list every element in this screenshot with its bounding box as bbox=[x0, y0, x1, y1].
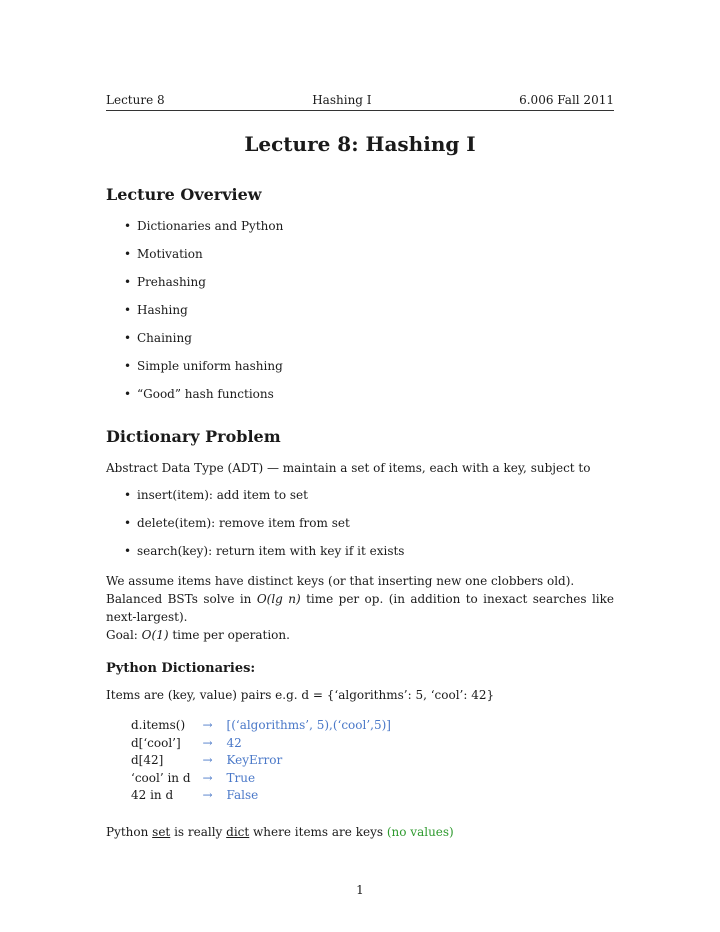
header-right: 6.006 Fall 2011 bbox=[519, 93, 614, 107]
python-set-line: Python set is really dict where items are keys (no values) bbox=[106, 825, 454, 839]
balanced-bst-line: Balanced BSTs solve in O(lg n) time per op. (in addition to inexact searches like next-largest). bbox=[106, 592, 615, 624]
bullet-icon: • bbox=[124, 219, 132, 233]
result-cell: [(‘algorithms’, 5),(‘cool’,5)] bbox=[226, 718, 391, 732]
overview-item: • “Good” hash functions bbox=[124, 387, 274, 401]
page-number: 1 bbox=[356, 883, 364, 897]
assume-line: We assume items have distinct keys (or that inserting new one clobbers old). bbox=[106, 574, 575, 588]
header-rule bbox=[106, 110, 614, 111]
arrow-icon: → bbox=[202, 718, 213, 732]
result-cell: KeyError bbox=[226, 753, 283, 767]
header-center: Hashing I bbox=[312, 93, 372, 107]
expr-cell: d[‘cool’] bbox=[131, 735, 181, 750]
overview-item: • Motivation bbox=[124, 247, 203, 261]
arrow-icon: → bbox=[202, 753, 213, 767]
bullet-icon: • bbox=[124, 488, 132, 502]
dict-word: dict bbox=[226, 825, 250, 839]
overview-item: • Prehashing bbox=[124, 275, 206, 289]
expr-cell: d[42] bbox=[131, 753, 164, 767]
no-values-note: (no values) bbox=[386, 825, 454, 839]
adt-operation: • insert(item): add item to set bbox=[124, 488, 308, 502]
adt-intro: Abstract Data Type (ADT) — maintain a set of items, each with a key, subject to bbox=[106, 461, 591, 475]
bullet-icon: • bbox=[124, 331, 132, 345]
set-word: set bbox=[152, 825, 171, 839]
running-header bbox=[106, 93, 614, 107]
expr-cell: ‘cool’ in d bbox=[131, 770, 191, 785]
overview-item: • Chaining bbox=[124, 331, 192, 345]
heading-lecture-overview: Lecture Overview bbox=[106, 185, 262, 204]
table-row bbox=[131, 788, 391, 806]
bullet-icon: • bbox=[124, 387, 132, 401]
expr-cell: d.items() bbox=[131, 718, 186, 732]
table-row bbox=[131, 736, 391, 754]
adt-operation: • delete(item): remove item from set bbox=[124, 516, 350, 530]
table-row bbox=[131, 771, 391, 789]
result-cell: True bbox=[226, 770, 256, 785]
arrow-icon: → bbox=[202, 735, 213, 750]
arrow-icon: → bbox=[202, 788, 213, 802]
arrow-icon: → bbox=[202, 770, 213, 785]
items-example-line: Items are (key, value) pairs e.g. d = {‘algorithms’: 5, ‘cool’: 42} bbox=[106, 688, 495, 702]
expr-cell: 42 in d bbox=[131, 788, 174, 802]
goal-line: Goal: O(1) time per operation. bbox=[106, 628, 290, 642]
document-title: Lecture 8: Hashing I bbox=[244, 132, 476, 156]
table-row bbox=[131, 718, 391, 736]
big-o-1: O(1) bbox=[141, 628, 169, 642]
overview-item: • Simple uniform hashing bbox=[124, 359, 283, 373]
bullet-icon: • bbox=[124, 247, 132, 261]
bullet-icon: • bbox=[124, 275, 132, 289]
adt-operation: • search(key): return item with key if it exists bbox=[124, 544, 405, 558]
result-cell: False bbox=[226, 788, 259, 802]
bullet-icon: • bbox=[124, 544, 132, 558]
assumptions-paragraph bbox=[106, 572, 614, 644]
table-row bbox=[131, 753, 391, 771]
bullet-icon: • bbox=[124, 516, 132, 530]
bullet-icon: • bbox=[124, 359, 132, 373]
overview-item: • Dictionaries and Python bbox=[124, 219, 284, 233]
heading-dictionary-problem: Dictionary Problem bbox=[106, 427, 281, 446]
bullet-icon: • bbox=[124, 303, 132, 317]
heading-python-dictionaries: Python Dictionaries: bbox=[106, 661, 256, 676]
result-cell: 42 bbox=[226, 735, 242, 750]
overview-item: • Hashing bbox=[124, 303, 188, 317]
big-o-lg-n: O(lg n) bbox=[256, 592, 301, 606]
dict-operations-table bbox=[131, 718, 391, 806]
header-left: Lecture 8 bbox=[106, 93, 165, 107]
